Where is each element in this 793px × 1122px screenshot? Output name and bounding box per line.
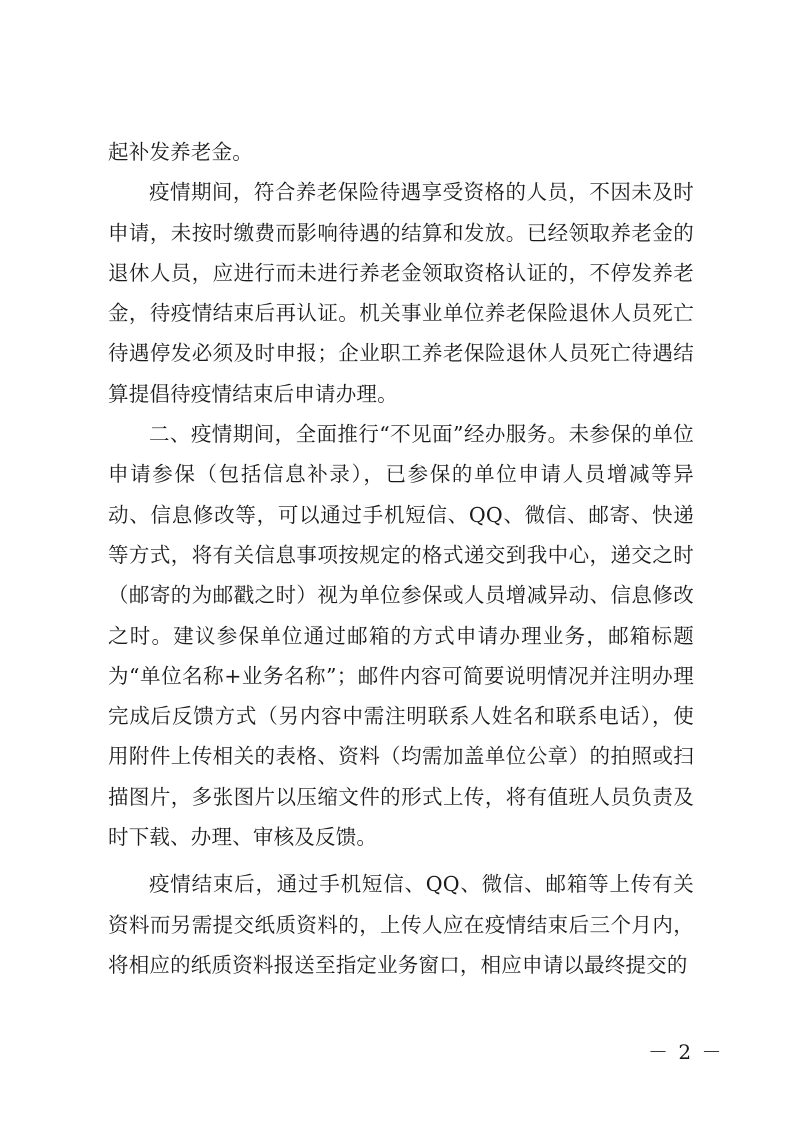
paragraph-after-epidemic: 疫情结束后，通过手机短信、QQ、微信、邮箱等上传有关资料而另需提交纸质资料的，上传人应在疫情结束后三个月内，将相应的纸质资料报送至指定业务窗口，相应申请以最终提交的 xyxy=(108,872,694,977)
paragraph-contactless-service: 二、疫情期间，全面推行“不见面”经办服务。未参保的单位申请参保（包括信息补录），已参保的单位申请人员增减等异动、信息修改等，可以通过手机短信、QQ、微信、邮寄、快递等方式，将有关信息事项按规定的格式递交到我中心，递交之时（邮寄的为邮戳之时）视为单位参保或人员增减异动、信息修改之时。建议参保单位通过邮箱的方式申请办理业务，邮箱标题为“单位名称+业务名称”；邮件内容可简要说明情况并注明办理完成后反馈方式（另内容中需注明联系人姓名和联系电话），使用附件上传相关的表格、资料（均需加盖单位公章）的拍照或扫描图片，多张图片以压缩文件的形式上传，将有值班人员负责及时下载、办理、审核及反馈。 xyxy=(108,422,694,850)
paragraph-pension-during-epidemic: 疫情期间，符合养老保险待遇享受资格的人员，不因未及时申请，未按时缴费而影响待遇的结算和发放。已经领取养老金的退休人员，应进行而未进行养老金领取资格认证的，不停发养老金，待疫情结束后再认证。机关事业单位养老保险退休人员死亡待遇停发必须及时申报；企业职工养老保险退休人员死亡待遇结算提倡待疫情结束后申请办理。 xyxy=(108,180,694,406)
document-body xyxy=(108,132,694,985)
paragraph-continuation: 起补发养老金。 xyxy=(108,140,253,164)
page-number: － 2 － xyxy=(648,1040,724,1064)
